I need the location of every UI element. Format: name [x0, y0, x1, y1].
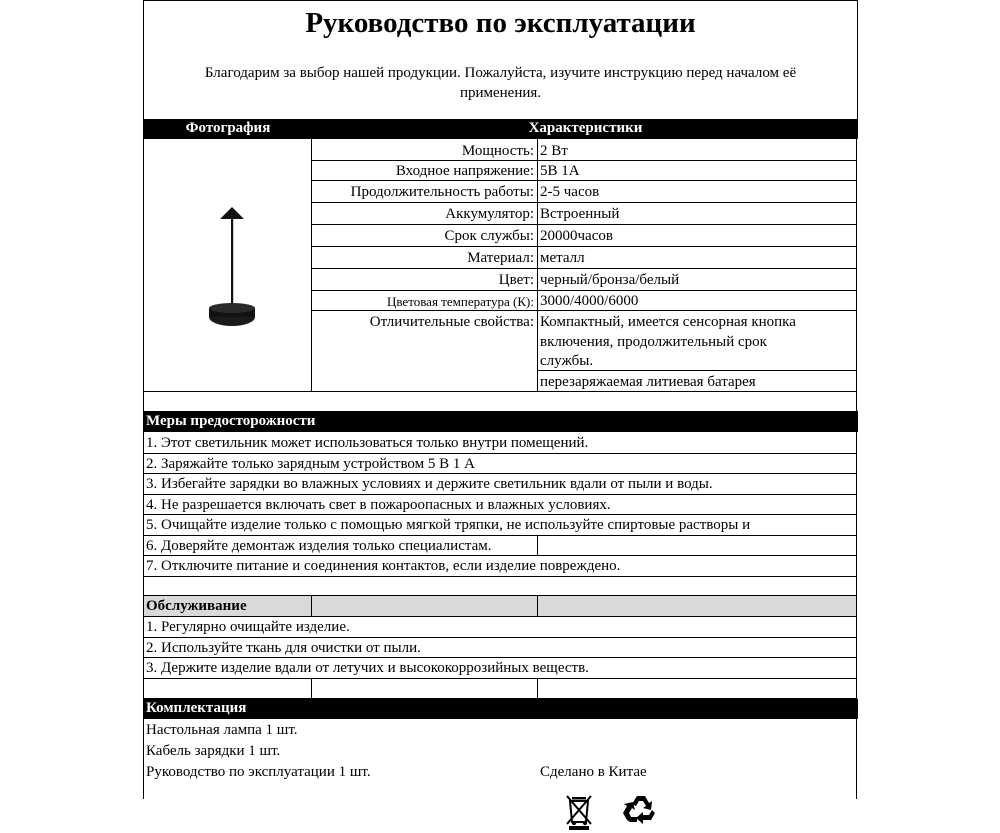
spec-label-battery: Аккумулятор:: [445, 206, 534, 222]
spec-value-runtime: 2-5 часов: [540, 184, 600, 200]
spec-value-color: черный/бронза/белый: [540, 272, 680, 288]
page-title: Руководство по эксплуатации: [305, 7, 696, 39]
recycle-icon: [622, 793, 660, 831]
spec-label-voltage: Входное напряжение:: [395, 163, 534, 179]
spec-value-material: металл: [540, 250, 585, 266]
maintenance-header: Обслуживание: [146, 598, 247, 614]
precaution-item-4: 4. Не разрешается включать свет в пожароопасных и влажных условиях.: [146, 497, 611, 513]
maintenance-item-1: 1. Регулярно очищайте изделие.: [146, 619, 350, 635]
package-item-2: Кабель зарядки 1 шт.: [146, 743, 281, 759]
spec-label-features: Отличительные свойства:: [369, 314, 534, 330]
spec-value-features-line-2: включения, продолжительный срок: [540, 334, 767, 350]
spec-value-power: 2 Вт: [540, 143, 568, 159]
package-header-bar: [143, 699, 858, 719]
spec-label-material: Материал:: [467, 250, 534, 266]
spec-label-lifetime: Срок службы:: [444, 228, 534, 244]
specs-header: Характеристики: [528, 120, 643, 136]
spec-label-runtime: Продолжительность работы:: [350, 184, 534, 200]
spec-value-features-line-1: Компактный, имеется сенсорная кнопка: [540, 314, 796, 330]
precaution-item-7: 7. Отключите питание и соединения контактов, если изделие повреждено.: [146, 558, 621, 574]
spec-value-voltage: 5В 1А: [540, 163, 580, 179]
precaution-item-5: 5. Очищайте изделие только с помощью мягкой тряпки, не используйте спиртовые растворы и: [146, 517, 751, 533]
made-in-text: Сделано в Китае: [540, 764, 647, 780]
precautions-header-bar: [143, 411, 858, 432]
spec-value-color-temp: 3000/4000/6000: [540, 293, 639, 309]
lamp-photo: [160, 195, 300, 335]
maintenance-item-3: 3. Держите изделие вдали от летучих и высококоррозийных веществ.: [146, 660, 589, 676]
spec-label-color: Цвет:: [498, 272, 534, 288]
maintenance-item-2: 2. Используйте ткань для очистки от пыли.: [146, 640, 421, 656]
spec-value-lifetime: 20000часов: [540, 228, 613, 244]
crossed-bin-icon: [562, 792, 596, 830]
package-header: Комплектация: [146, 700, 247, 716]
spec-value-features-line-3: службы.: [540, 353, 594, 369]
photo-header: Фотография: [185, 120, 271, 136]
precaution-item-1: 1. Этот светильник может использоваться только внутри помещений.: [146, 435, 589, 451]
package-item-1: Настольная лампа 1 шт.: [146, 722, 298, 738]
precaution-item-6: 6. Доверяйте демонтаж изделия только специалистам.: [146, 538, 492, 554]
intro-text: Благодарим за выбор нашей продукции. Пожалуйста, изучите инструкцию перед началом её применения.: [204, 65, 797, 101]
spec-value-lithium: перезаряжаемая литиевая батарея: [540, 374, 756, 390]
precaution-item-2: 2. Заряжайте только зарядным устройством 5 В 1 А: [146, 456, 475, 472]
spec-label-power: Мощность:: [461, 143, 534, 159]
precaution-item-3: 3. Избегайте зарядки во влажных условиях и держите светильник вдали от пыли и воды.: [146, 476, 713, 492]
title-block: [143, 0, 858, 119]
spec-value-battery: Встроенный: [540, 206, 620, 222]
spec-label-color-temp: Цветовая температура (К):: [386, 294, 534, 309]
specs-header-bar: [143, 119, 858, 139]
package-item-3: Руководство по эксплуатации 1 шт.: [146, 764, 371, 780]
precautions-header: Меры предосторожности: [146, 413, 316, 429]
